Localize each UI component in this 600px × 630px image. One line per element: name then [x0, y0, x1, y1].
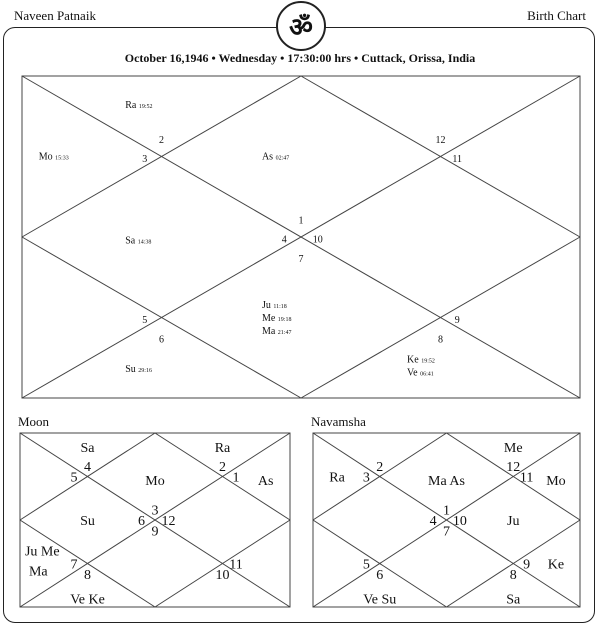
planet-label: As — [257, 473, 274, 489]
house-number: 9 — [151, 524, 159, 540]
house-number: 12 — [161, 514, 176, 529]
house-number: 3 — [362, 470, 370, 486]
house-number: 2 — [159, 134, 164, 146]
house-number: 9 — [454, 315, 460, 327]
house-number: 11 — [519, 470, 534, 486]
house-number: 11 — [229, 557, 243, 573]
planet-label: Me — [503, 440, 523, 456]
house-number: 9 — [523, 557, 531, 573]
house-number: 3 — [142, 154, 148, 166]
house-number: 4 — [429, 514, 437, 529]
house-number: 6 — [159, 334, 164, 346]
planet-label: Ma 21:47 — [261, 325, 292, 337]
house-number: 4 — [281, 234, 287, 246]
house-number: 6 — [376, 567, 384, 583]
planet-label: Ma — [28, 564, 48, 580]
planet-label: Ra 19:52 — [125, 100, 153, 112]
house-number: 7 — [70, 557, 78, 573]
house-number: 4 — [84, 460, 91, 476]
planet-label: Ve Su — [363, 592, 397, 608]
planet-label: Ju Me — [24, 544, 60, 560]
house-number: 8 — [84, 567, 91, 583]
house-number: 1 — [232, 470, 240, 486]
planet-label: Su — [80, 514, 95, 529]
house-number: 5 — [142, 315, 148, 327]
planet-label: Mo — [546, 473, 566, 489]
house-number: 10 — [452, 514, 467, 529]
house-number: 12 — [506, 460, 521, 476]
planet-label: Ma As — [428, 473, 465, 489]
planet-label: Ra — [329, 470, 345, 486]
planet-label: Ve Ke — [70, 592, 105, 608]
house-number: 11 — [452, 154, 463, 166]
navamsha-chart-title: Navamsha — [311, 414, 366, 429]
person-name: Naveen Patnaik — [14, 8, 96, 23]
planet-label: Ra — [214, 440, 231, 456]
planet-label: Ke 19:52 — [407, 354, 435, 366]
planet-label: Ke — [547, 557, 565, 573]
planet-label: Me 19:18 — [261, 312, 292, 324]
planet-label: Mo 15:33 — [38, 151, 69, 163]
house-number: 12 — [435, 134, 446, 146]
house-number: 10 — [215, 567, 230, 583]
house-number: 1 — [443, 503, 450, 519]
house-number: 3 — [151, 503, 159, 519]
house-number: 7 — [443, 524, 450, 540]
house-number: 10 — [312, 234, 323, 246]
house-number: 8 — [509, 567, 517, 583]
planet-label: Sa — [506, 592, 521, 608]
planet-label: Su 29:16 — [125, 364, 152, 376]
house-number: 1 — [298, 215, 304, 227]
moon-chart-title: Moon — [18, 414, 50, 429]
planet-label: Sa — [80, 440, 95, 456]
planet-label: Sa 14:38 — [125, 235, 152, 247]
house-number: 2 — [376, 460, 384, 476]
house-number: 8 — [438, 334, 443, 346]
birth-details: October 16,1946 • Wednesday • 17:30:00 hrs • Cuttack, Orissa, India — [124, 51, 476, 65]
house-number: 7 — [298, 253, 304, 265]
planet-label: As 02:47 — [261, 151, 290, 163]
page-title: Birth Chart — [527, 8, 586, 23]
planet-label: Mo — [145, 473, 165, 489]
planet-label: Ju — [507, 514, 520, 529]
house-number: 6 — [138, 514, 145, 529]
house-number: 5 — [70, 470, 78, 486]
planet-label: Ve 06:41 — [407, 367, 434, 379]
planet-label: Ju 11:18 — [261, 299, 287, 311]
house-number: 5 — [362, 557, 370, 573]
house-number: 2 — [219, 460, 226, 476]
om-symbol: ॐ — [276, 1, 326, 51]
